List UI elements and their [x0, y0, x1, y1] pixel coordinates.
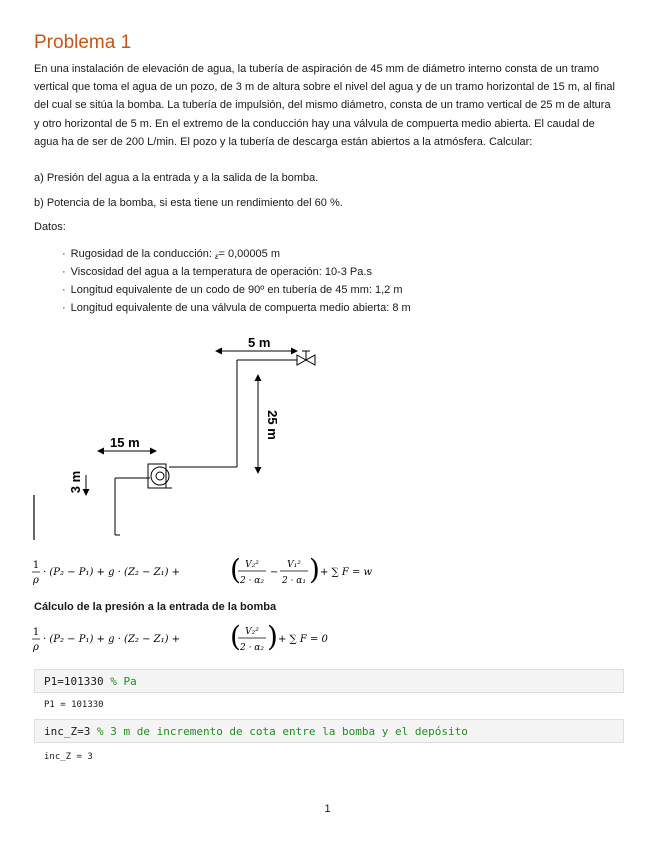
eq1-rparen: ) [309, 553, 320, 586]
epsilon-symbol: ε [215, 252, 219, 261]
output-p1: P1 = 101330 [44, 700, 104, 710]
eq2-v-num: V₂² [245, 627, 259, 637]
code-cell-incz[interactable] [34, 719, 624, 743]
eq2-term2: + ∑ F = 0 [278, 634, 328, 645]
eq1-term1: · (P₂ − P₁) + g · (Z₂ − Z₁) + [43, 567, 181, 578]
dato-viscosidad: · Viscosidad del agua a la temperatura de operación: 10-3 Pa.s [62, 263, 411, 281]
installation-diagram [30, 330, 350, 545]
eq1-v-num1: V₂² [245, 560, 259, 570]
question-b: b) Potencia de la bomba, si esta tiene un rendimiento del 60 %. [34, 197, 343, 209]
dato-rugosidad-value: = 0,00005 m [218, 248, 280, 260]
dato-rugosidad [62, 245, 411, 263]
section-heading: Cálculo de la presión a la entrada de la bomba [34, 601, 277, 613]
gate-valve-icon [297, 351, 315, 365]
output-incz: inc_Z = 3 [44, 752, 93, 762]
pump-icon [148, 464, 172, 488]
datos-list [62, 245, 411, 317]
dato-codo: · Longitud equivalente de un codo de 90º en tubería de 45 mm: 1,2 m [62, 281, 411, 299]
dim-25m-label: 25 m [265, 410, 280, 440]
eq2-frac-den: ρ [33, 642, 39, 653]
comment-incz: % 3 m de incremento de cota entre la bomba y el depósito [96, 725, 468, 738]
problem-title: Problema 1 [34, 32, 132, 53]
eq2-term1: · (P₂ − P₁) + g · (Z₂ − Z₁) + [43, 634, 181, 645]
eq1-v-den1: 2 · α₂ [240, 576, 264, 586]
eq2-lparen: ( [230, 620, 241, 653]
dim-3m-label: 3 m [68, 470, 83, 494]
eq1-term2: + ∑ F = w [320, 567, 373, 578]
eq1-lparen: ( [230, 553, 241, 586]
code-cell-p1[interactable] [34, 669, 624, 693]
eq1-frac-num: 1 [32, 560, 40, 571]
code-incz: inc_Z=3 [44, 725, 97, 738]
energy-equation-1 [32, 553, 373, 593]
eq1-frac-den: ρ [33, 575, 39, 586]
eq2-v-den: 2 · α₂ [240, 643, 264, 653]
comment-p1: % Pa [110, 675, 137, 688]
dato-rugosidad-text: Rugosidad de la conducción: [70, 248, 215, 260]
question-a: a) Presión del agua a la entrada y a la salida de la bomba. [34, 172, 319, 184]
eq1-v-num2: V₁² [287, 560, 301, 570]
energy-equation-2 [32, 620, 328, 660]
dato-valvula: · Longitud equivalente de una válvula de compuerta medio abierta: 8 m [62, 299, 411, 317]
problem-statement: En una instalación de elevación de agua, la tubería de aspiración de 45 mm de diámetro interno consta de un tramo vertical que toma el agua de un pozo, de 3 m de altura sobre el nivel del agua y de un tramo horizontal de 15 m, al final del cual se sitúa la bomba. La tubería de impulsión, del mismo diámetro, consta de un tramo vertical de 25 m de altura y otro horizontal de 5 m. En el extremo de la conducción hay una válvula de compuerta medio abierta. El caudal de agua ha de ser de 200 L/min. El pozo y la tubería de descarga están abiertos a la atmósfera. Calcular: [34, 63, 615, 148]
page-number: 1 [324, 803, 331, 815]
code-p1: P1=101330 [44, 675, 111, 688]
eq2-frac-num: 1 [32, 627, 40, 638]
dim-15m-label: 15 m [110, 435, 140, 450]
eq2-rparen: ) [267, 620, 278, 653]
eq1-minus: − [270, 567, 279, 578]
dim-5m-label: 5 m [248, 335, 271, 350]
datos-label: Datos: [34, 221, 66, 233]
eq1-v-den2: 2 · α₁ [282, 576, 306, 586]
